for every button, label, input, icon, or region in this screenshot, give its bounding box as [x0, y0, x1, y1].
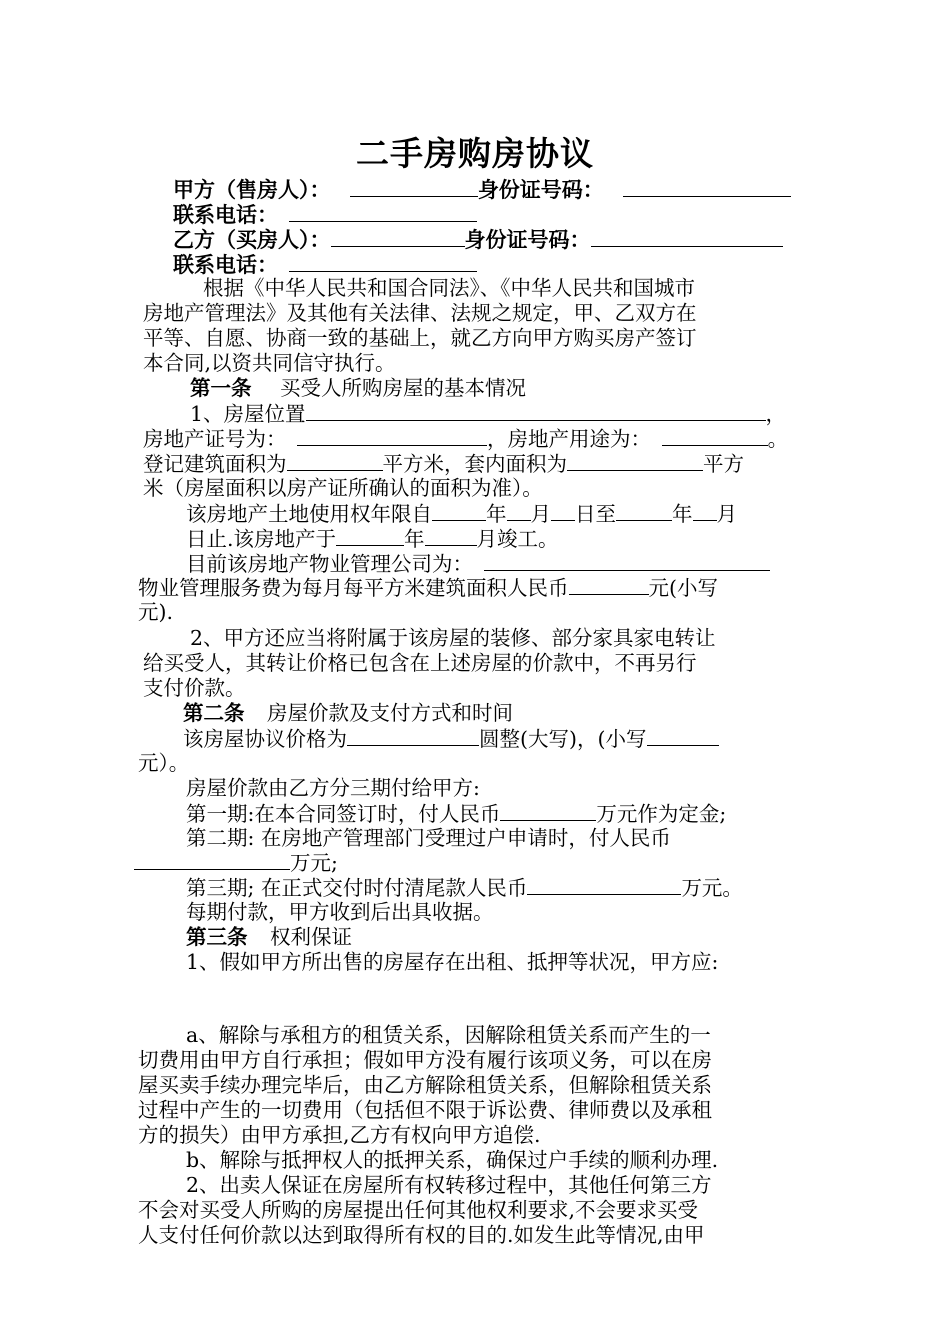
mgmt-company-label: 目前该房地产物业管理公司为：: [186, 552, 473, 576]
period: 。: [767, 427, 789, 451]
cert-no-blank: [297, 425, 487, 446]
mgmt-company-line: [186, 550, 770, 577]
article-1-heading: [190, 375, 526, 401]
article-1-title: 买受人所购房屋的基本情况: [280, 376, 527, 400]
sub-b-line: b、解除与抵押权人的抵押关系，确保过户手续的顺利办理.: [186, 1148, 719, 1172]
phone-a-label: 联系电话：: [173, 203, 278, 227]
land-use-label: 该房地产土地使用权年限自: [186, 502, 432, 526]
preamble-line-2: 房地产管理法》及其他有关法律、法规之规定，甲、乙双方在: [143, 301, 697, 325]
sqm-unit: 平方: [703, 452, 744, 476]
sub-a-line-1: a、解除与承租方的租赁关系，因解除租赁关系而产生的一: [186, 1023, 711, 1047]
price-number-blank: [647, 725, 719, 746]
article-3-heading: [186, 924, 352, 950]
phase-2-blank: [134, 849, 290, 870]
day-to-label: 日至: [575, 502, 616, 526]
phone-b-blank: [289, 251, 477, 272]
mgmt-fee-blank: [569, 574, 649, 595]
party-b-blank: [331, 226, 465, 247]
completion-year-blank: [336, 525, 404, 546]
house-location-line: [190, 400, 786, 427]
comma: ，: [765, 402, 787, 426]
land-year-start-blank: [432, 500, 486, 521]
item-2-line-2: 给买受人，其转让价格已包含在上述房屋的价款中，不再另行: [143, 651, 697, 675]
usage-blank: [662, 425, 768, 446]
preamble-line-4: 本合同,以资共同信守执行。: [143, 351, 396, 375]
built-area-label: 登记建筑面积为: [143, 452, 287, 476]
party-a-blank: [350, 176, 478, 197]
item-2-line-1: 2、甲方还应当将附属于该房屋的装修、部分家具家电转让: [190, 626, 716, 650]
party-a-label: 甲方（售房人）：: [173, 178, 331, 202]
article-3-number: 第三条: [186, 925, 248, 949]
preamble-line-1: 根据《中华人民共和国合同法》、《中华人民共和国城市: [203, 276, 695, 300]
cert-no-label: 房地产证号为：: [143, 427, 287, 451]
id-number-label-b: 身份证号码：: [464, 228, 591, 252]
land-day-start-blank: [551, 500, 575, 521]
phase-1-label: 第一期:在本合同签订时，付人民币: [186, 802, 501, 826]
phase-3-blank: [527, 874, 681, 895]
party-a-line: [173, 176, 791, 203]
phase-1-end: 万元作为定金;: [596, 802, 727, 826]
article-2-number: 第二条: [183, 701, 245, 725]
phone-b-label: 联系电话：: [173, 253, 278, 277]
house-location-blank: [306, 400, 766, 421]
land-use-line: [186, 500, 737, 527]
built-area-blank: [287, 450, 383, 471]
sub-a-line-5: 方的损失）由甲方承担,乙方有权向甲方追偿.: [138, 1123, 541, 1147]
sub-a-line-3: 屋买卖手续办理完毕后，由乙方解除租赁关系，但解除租赁关系: [138, 1073, 712, 1097]
item-3-2-line-2: 不会对买受人所购的房屋提出任何其他权利要求,不会要求买受: [138, 1198, 699, 1222]
land-month-start-blank: [507, 500, 531, 521]
mgmt-fee-line: [138, 574, 718, 601]
article-1-number: 第一条: [190, 376, 252, 400]
inner-area-blank: [567, 450, 703, 471]
month-label-2: 月: [716, 502, 737, 526]
land-month-end-blank: [693, 500, 717, 521]
id-number-label-a: 身份证号码：: [477, 178, 604, 202]
id-number-blank-a: [623, 176, 791, 197]
cert-usage-line: [143, 425, 788, 452]
area-line: [143, 450, 744, 477]
year-label-2: 年: [672, 502, 693, 526]
day-end-label: 日止.该房地产于: [186, 527, 337, 551]
usage-label: ，房地产用途为：: [487, 427, 652, 451]
month-label: 月: [530, 502, 551, 526]
party-b-line: [173, 226, 783, 253]
phone-a-blank: [289, 201, 477, 222]
year-label-3: 年: [404, 527, 425, 551]
phase-3-label: 第三期; 在正式交付时付清尾款人民币: [186, 876, 528, 900]
phase-2-end: 万元;: [290, 851, 338, 875]
phase-3-line: [186, 874, 743, 901]
mgmt-fee-label: 物业管理服务费为每月每平方米建筑面积人民币: [138, 576, 569, 600]
sub-a-line-4: 过程中产生的一切费用（包括但不限于诉讼费、律师费以及承租: [138, 1098, 712, 1122]
sub-a-line-2: 切费用由甲方自行承担；假如甲方没有履行该项义务，可以在房: [138, 1048, 712, 1072]
price-line: [183, 725, 719, 752]
phone-a-line: [173, 201, 477, 228]
id-number-blank-b: [591, 226, 783, 247]
preamble-line-3: 平等、自愿、协商一致的基础上，就乙方向甲方购买房产签订: [143, 326, 697, 350]
phase-1-line: [186, 800, 726, 827]
phone-b-line: [173, 251, 477, 278]
party-b-label: 乙方（买房人）：: [173, 228, 331, 252]
completed-label: 月竣工。: [476, 527, 559, 551]
item-2-line-3: 支付价款。: [143, 676, 246, 700]
price-end-line: 元）。: [138, 751, 190, 775]
phase-3-end: 万元。: [681, 876, 743, 900]
phase-2-amount-line: [134, 849, 338, 876]
item-3-2-line-3: 人支付任何价款以达到取得所有权的目的.如发生此等情况,由甲: [138, 1223, 705, 1247]
house-location-label: 1、房屋位置: [190, 402, 306, 426]
phase-1-blank: [500, 800, 596, 821]
land-year-end-blank: [616, 500, 672, 521]
article-2-title: 房屋价款及支付方式和时间: [267, 701, 514, 725]
article-3-title: 权利保证: [270, 925, 353, 949]
year-label: 年: [486, 502, 507, 526]
article-3-item-1: 1、假如甲方所出售的房屋存在出租、抵押等状况，甲方应:: [186, 950, 719, 974]
price-label: 该房屋协议价格为: [183, 727, 347, 751]
receipt-line: 每期付款，甲方收到后出具收据。: [186, 900, 494, 924]
item-3-2-line-1: 2、出卖人保证在房屋所有权转移过程中，其他任何第三方: [186, 1173, 712, 1197]
inner-area-label: 平方米，套内面积为: [382, 452, 567, 476]
phase-2-line: 第二期: 在房地产管理部门受理过户申请时，付人民币: [186, 826, 671, 850]
price-mid-label: 圆整(大写)，(小写: [479, 727, 647, 751]
installments-line: 房屋价款由乙方分三期付给甲方:: [186, 776, 480, 800]
yuan-small-label: 元(小写: [648, 576, 718, 600]
article-2-heading: [183, 700, 513, 726]
area-note-line: 米（房屋面积以房产证所确认的面积为准）。: [143, 476, 543, 500]
document-title: 二手房购房协议: [356, 134, 594, 173]
completion-month-blank: [425, 525, 477, 546]
mgmt-fee-end-line: 元).: [138, 600, 174, 624]
mgmt-company-blank: [484, 550, 770, 571]
price-words-blank: [347, 725, 479, 746]
completion-line: [186, 525, 559, 552]
